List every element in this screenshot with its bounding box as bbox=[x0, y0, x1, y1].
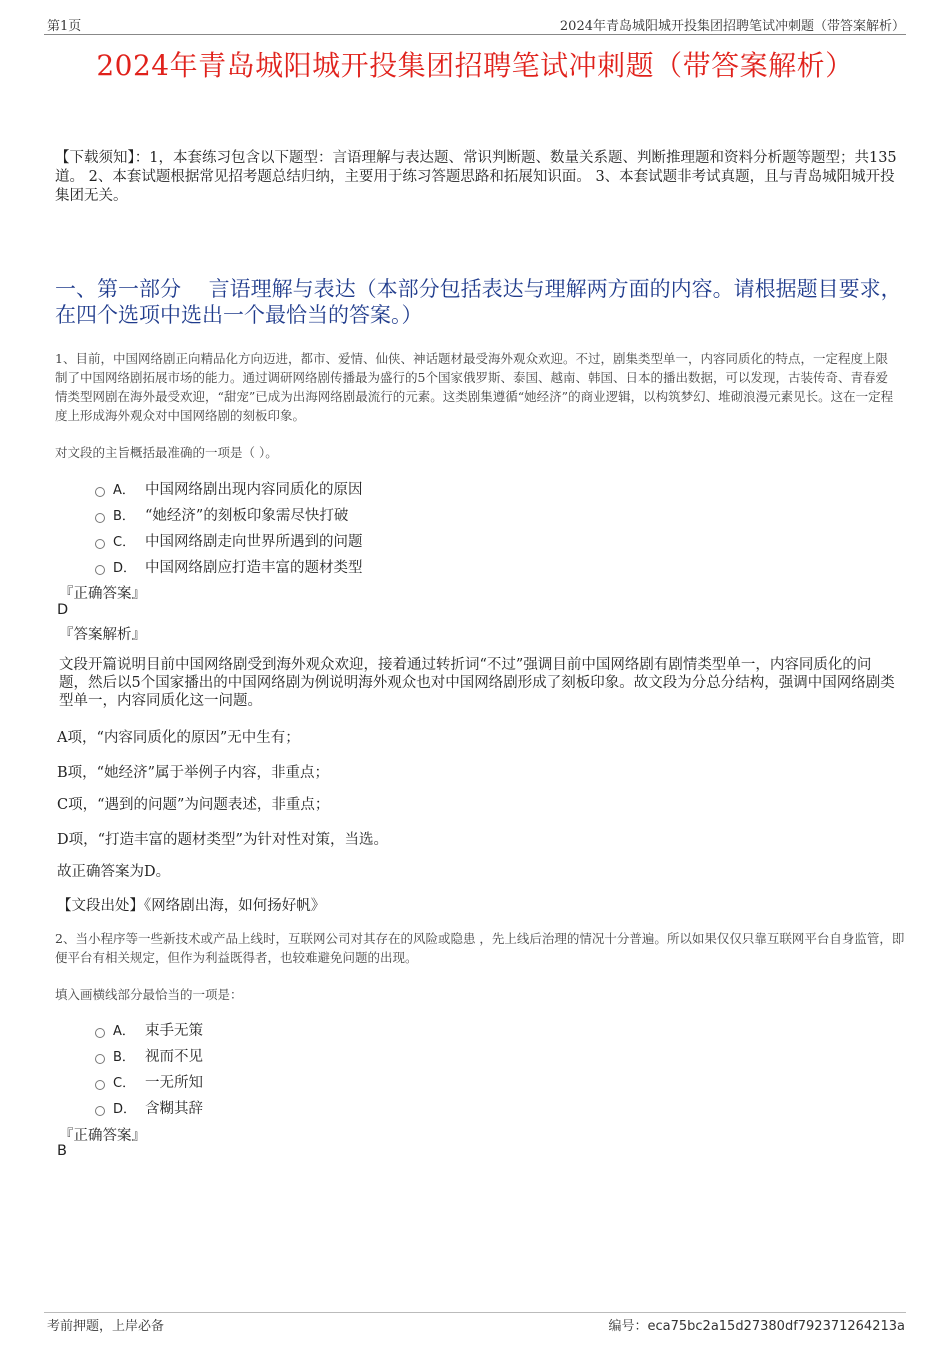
question-2-option-c[interactable] bbox=[95, 1071, 203, 1092]
footer-code-label: 编号： bbox=[608, 1319, 648, 1334]
page-number: 第1页 bbox=[47, 19, 82, 34]
footer-slogan: 考前押题，上岸必备 bbox=[47, 1319, 165, 1334]
question-1-option-b[interactable] bbox=[95, 504, 348, 525]
question-2-text: 2、当小程序等一些新技术或产品上线时，互联网公司对其存在的风险或隐患 ，先上线后治理的情况十分普遍。所以如果仅仅只靠互联网平台自身监管，即便平台有相关规定，但作为利益既得者，也较难避免问题的出现。 bbox=[55, 931, 905, 965]
analysis-line-c: C项，“遇到的问题”为问题表述，非重点； bbox=[57, 797, 330, 813]
radio-icon[interactable] bbox=[95, 1028, 105, 1038]
option-text: 中国网络剧走向世界所遇到的问题 bbox=[145, 534, 363, 550]
footer-code bbox=[608, 1315, 905, 1334]
radio-icon[interactable] bbox=[95, 565, 105, 575]
correct-answer-label: 『正确答案』 bbox=[59, 586, 146, 602]
correct-answer-label: 『正确答案』 bbox=[59, 1128, 146, 1144]
option-letter: B． bbox=[113, 509, 135, 524]
option-letter: D． bbox=[113, 1102, 137, 1117]
question-2-option-b[interactable] bbox=[95, 1045, 203, 1066]
option-text: 束手无策 bbox=[145, 1023, 203, 1039]
radio-icon[interactable] bbox=[95, 1106, 105, 1116]
document-title: 2024年青岛城阳城开投集团招聘笔试冲刺题（带答案解析） bbox=[96, 49, 854, 82]
option-text: 视而不见 bbox=[145, 1049, 203, 1065]
analysis-line-b: B项，“她经济”属于举例子内容，非重点； bbox=[57, 765, 329, 781]
option-text: “她经济”的刻板印象需尽快打破 bbox=[145, 508, 349, 524]
correct-answer-value: B bbox=[57, 1143, 67, 1159]
radio-icon[interactable] bbox=[95, 1054, 105, 1064]
source-citation: 【文段出处】《网络剧出海，如何扬好帆》 bbox=[57, 898, 326, 914]
footer-divider bbox=[44, 1312, 906, 1313]
question-2-prompt: 填入画横线部分最恰当的一项是： bbox=[55, 987, 243, 1002]
option-letter: C． bbox=[113, 1076, 136, 1091]
analysis-line-d: D项，“打造丰富的题材类型”为针对性对策，当选。 bbox=[57, 832, 388, 848]
footer-code-value: eca75bc2a15d27380df792371264213a bbox=[647, 1319, 905, 1334]
option-letter: B． bbox=[113, 1050, 135, 1065]
question-1-option-a[interactable] bbox=[95, 478, 363, 499]
analysis-label: 『答案解析』 bbox=[59, 627, 146, 643]
question-2-option-a[interactable] bbox=[95, 1019, 203, 1040]
header-doc-title: 2024年青岛城阳城开投集团招聘笔试冲刺题（带答案解析） bbox=[559, 19, 905, 34]
analysis-conclusion: 故正确答案为D。 bbox=[57, 864, 171, 880]
question-1-option-c[interactable] bbox=[95, 530, 363, 551]
correct-answer-value: D bbox=[57, 602, 69, 618]
analysis-text: 文段开篇说明目前中国网络剧受到海外观众欢迎，接着通过转折词“不过”强调目前中国网络剧有剧情类型单一，内容同质化的问题，然后以5个国家播出的中国网络剧为例说明海外观众也对中国网络剧形成了刻板印象。故文段为分总分结构，强调中国网络剧类型单一，内容同质化这一问题。 bbox=[59, 657, 895, 709]
question-2-option-d[interactable] bbox=[95, 1097, 203, 1118]
option-letter: D． bbox=[113, 561, 137, 576]
radio-icon[interactable] bbox=[95, 1080, 105, 1090]
radio-icon[interactable] bbox=[95, 487, 105, 497]
option-letter: A． bbox=[113, 1024, 135, 1039]
option-text: 中国网络剧应打造丰富的题材类型 bbox=[145, 560, 363, 576]
analysis-line-a: A项，“内容同质化的原因”无中生有； bbox=[57, 730, 300, 746]
option-letter: C． bbox=[113, 535, 136, 550]
section-title: 一、第一部分 言语理解与表达（本部分包括表达与理解两方面的内容。请根据题目要求，在四个选项中选出一个最恰当的答案。） bbox=[55, 277, 902, 327]
radio-icon[interactable] bbox=[95, 513, 105, 523]
question-1-prompt: 对文段的主旨概括最准确的一项是（ ）。 bbox=[55, 445, 278, 460]
question-1-text: 1、目前，中国网络剧正向精品化方向迈进，都市、爱情、仙侠、神话题材最受海外观众欢迎。不过，剧集类型单一，内容同质化的特点，一定程度上限制了中国网络剧拓展市场的能力。通过调研网络剧传播最为盛行的5个国家俄罗斯、泰国、越南、韩国、日本的播出数据，可以发现，古装传奇、青春爱情类型网剧在海外最受欢迎，“甜宠”已成为出海网络剧最流行的元素。这类剧集遵循“她经济”的商业逻辑，以构筑梦幻、堆砌浪漫元素见长。这在一定程度上形成海外观众对中国网络剧的刻板印象。 bbox=[55, 351, 894, 423]
option-text: 含糊其辞 bbox=[145, 1101, 203, 1117]
question-1-option-d[interactable] bbox=[95, 556, 363, 577]
header-divider bbox=[44, 34, 906, 35]
download-notice: 【下载须知】：1，本套练习包含以下题型：言语理解与表达题、常识判断题、数量关系题、判断推理题和资料分析题等题型；共135道。 2、本套试题根据常见招考题总结归纳，主要用于练习答题思路和拓展知识面。 3、本套试题非考试真题，且与青岛城阳城开投集团无关。 bbox=[55, 150, 897, 204]
radio-icon[interactable] bbox=[95, 539, 105, 549]
option-text: 中国网络剧出现内容同质化的原因 bbox=[145, 482, 363, 498]
option-letter: A． bbox=[113, 483, 135, 498]
option-text: 一无所知 bbox=[145, 1075, 203, 1091]
